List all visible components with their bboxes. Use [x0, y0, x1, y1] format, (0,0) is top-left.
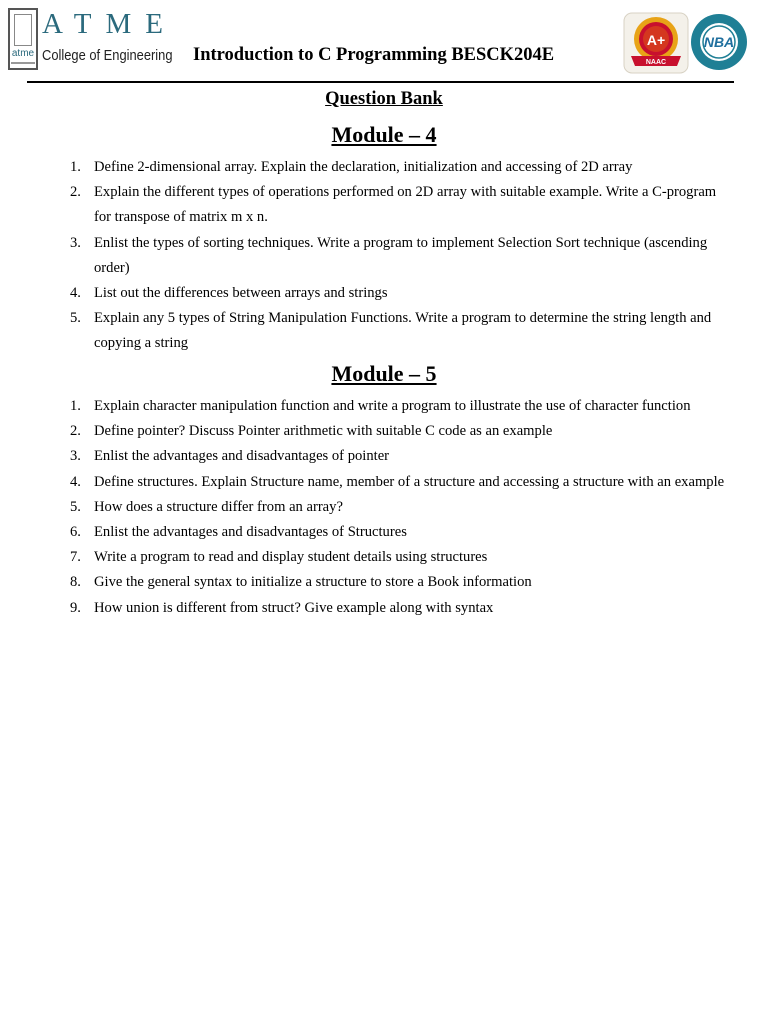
- list-item: 8. Give the general syntax to initialize a structure to store a Book information: [70, 574, 532, 591]
- list-item: 9. How union is different from struct? Give example along with syntax: [70, 599, 494, 616]
- question-bank-title: Question Bank: [325, 89, 443, 109]
- college-name: College of Engineering: [42, 47, 173, 64]
- list-item: 5. How does a structure differ from an array?: [70, 498, 343, 515]
- logo-name: ATME: [42, 8, 177, 40]
- module-4-title: Module – 4: [331, 122, 437, 147]
- nba-label: NBA: [703, 34, 735, 50]
- list-item: 5. Explain any 5 types of String Manipulation Functions. Write a program to determine the string length and copying a string: [70, 310, 712, 352]
- header-divider: [27, 81, 734, 83]
- logo-emblem: [8, 8, 38, 70]
- logo-small-text: atme: [11, 48, 35, 59]
- module-5-questions: [66, 394, 732, 621]
- list-item: 6. Enlist the advantages and disadvantages of Structures: [70, 524, 407, 541]
- list-item: 1. Define 2-dimensional array. Explain the declaration, initialization and accessing of 2D array: [70, 159, 633, 175]
- list-item: 4. List out the differences between arrays and strings: [70, 285, 388, 302]
- list-item: 7. Write a program to read and display student details using structures: [70, 549, 488, 566]
- list-item: 3. Enlist the types of sorting techniques. Write a program to implement Selection Sort technique (ascending order): [70, 234, 708, 276]
- list-item: 2. Explain the different types of operations performed on 2D array with suitable example. Write a C-program for transpose of matrix m x n.: [70, 184, 717, 226]
- nba-badge-icon: [690, 13, 748, 71]
- list-item: 1. Explain character manipulation function and write a program to illustrate the use of character function: [70, 398, 691, 414]
- module-5-title: Module – 5: [331, 361, 437, 386]
- naac-label: NAAC: [645, 59, 667, 66]
- college-logo: [8, 8, 177, 74]
- list-item: 2. Define pointer? Discuss Pointer arithmetic with suitable C code as an example: [70, 423, 553, 440]
- page-header: [0, 0, 768, 84]
- list-item: 3. Enlist the advantages and disadvantages of pointer: [70, 448, 390, 465]
- naac-grade: A+: [646, 32, 666, 48]
- list-item: 4. Define structures. Explain Structure name, member of a structure and accessing a structure with an example: [70, 473, 725, 490]
- module-4-questions: [66, 155, 732, 357]
- naac-badge-icon: [623, 12, 689, 74]
- document-title: Introduction to C Programming BESCK204E: [193, 45, 555, 65]
